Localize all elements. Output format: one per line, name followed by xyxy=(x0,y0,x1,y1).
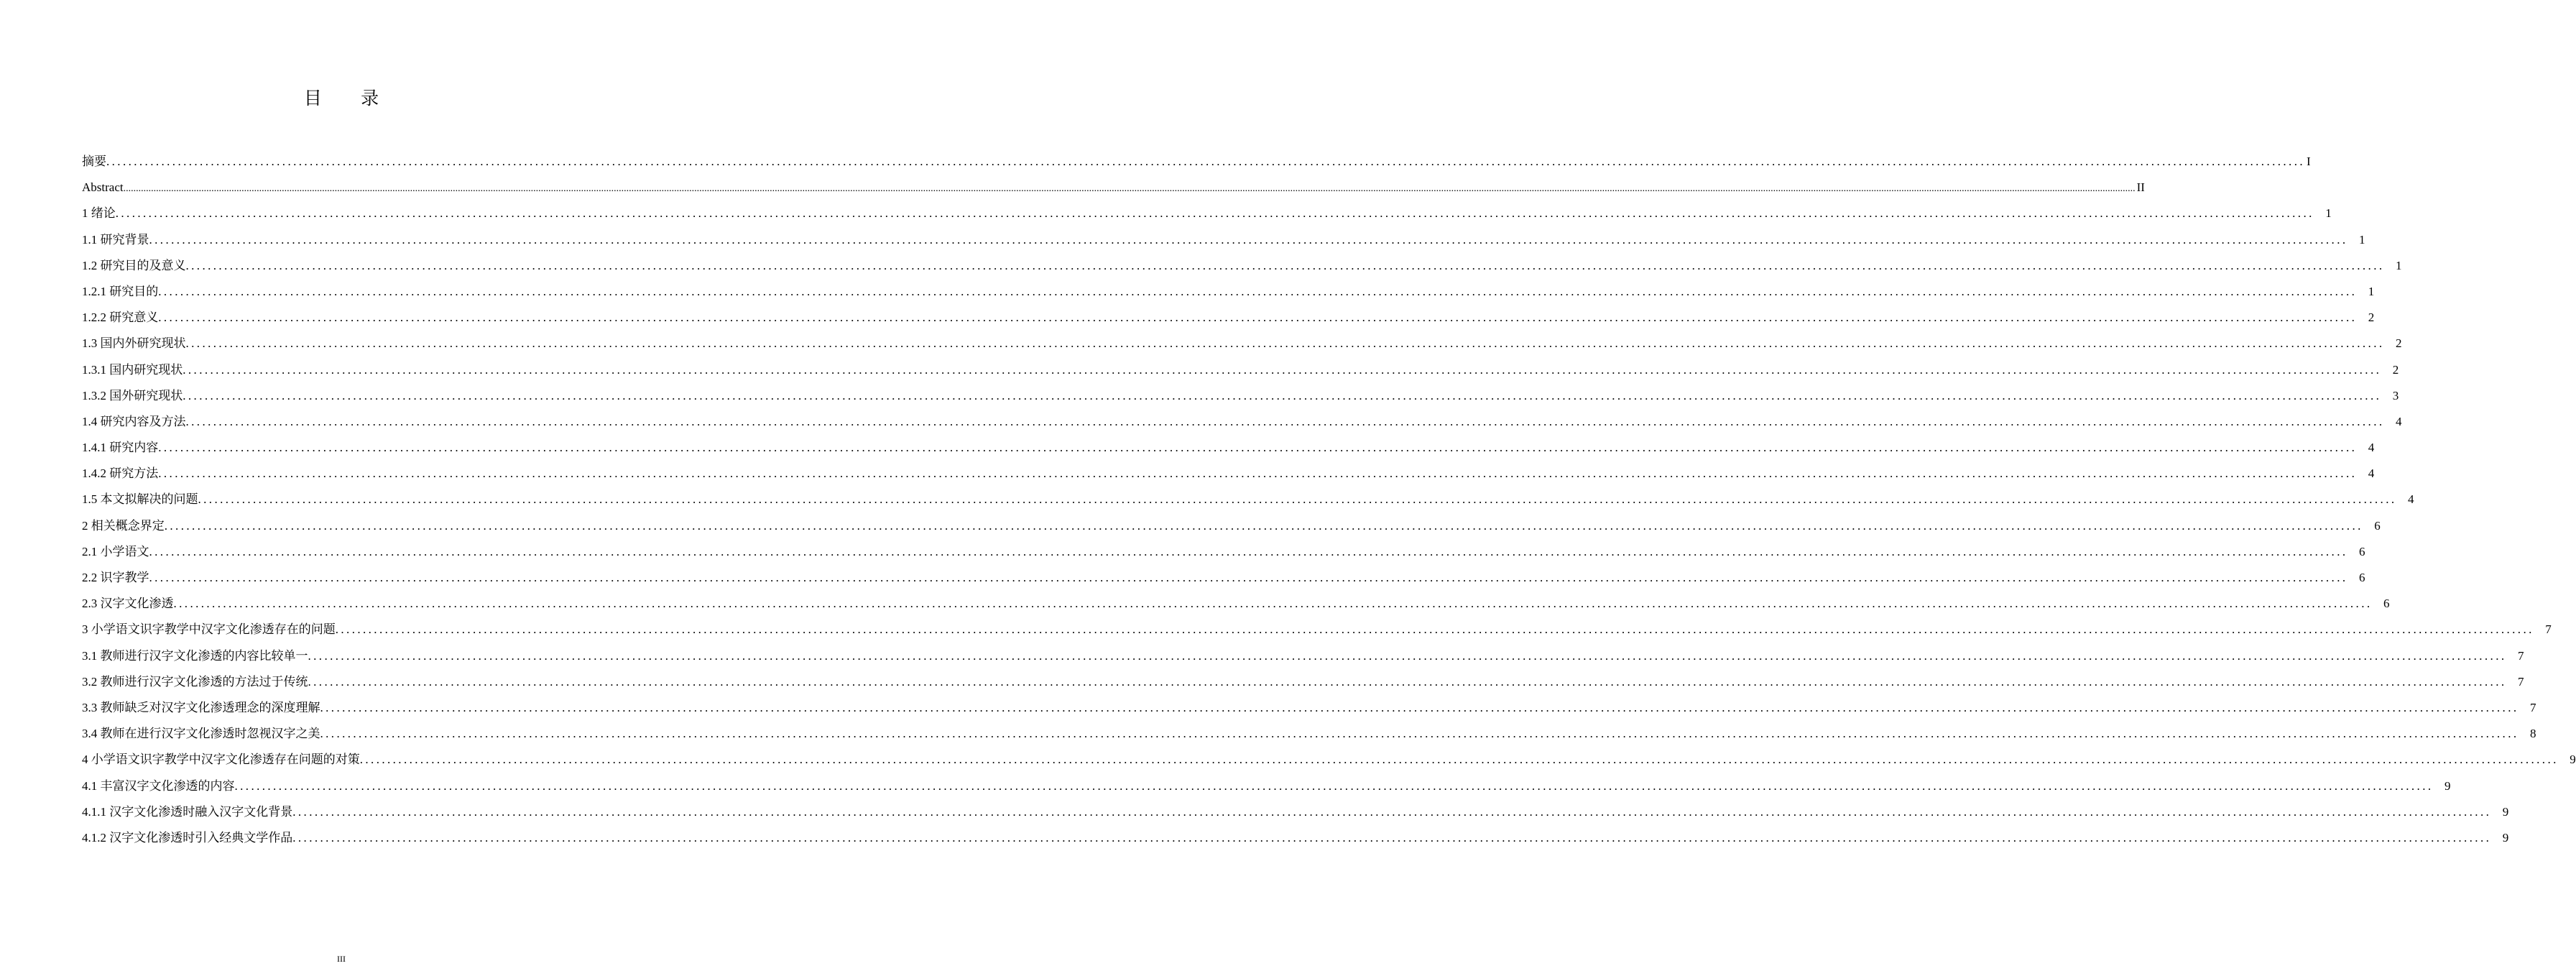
toc-entry-title: 1.5 本文拟解决的问题 xyxy=(82,492,198,507)
toc-entry[interactable] xyxy=(82,149,2311,175)
toc-dot-leader: ................................................................................................................................................................................................................................................................................................................................................................................................................ xyxy=(185,258,2385,272)
toc-entry-page-number: 2 xyxy=(2392,362,2399,377)
toc-entry-title: 1 绪论 xyxy=(82,206,116,221)
toc-entry[interactable] xyxy=(82,279,2375,305)
toc-entry[interactable] xyxy=(82,825,2509,851)
toc-entry-page-number: 4 xyxy=(2368,441,2375,455)
toc-entry-title: 1.4.1 研究内容 xyxy=(82,441,159,455)
toc-dot-leader: ................................................................................................................................................................................................................................................................................................................................................................................................................................................................................................................................................................................................................................................................................................................................................................................................................................ xyxy=(123,183,2136,195)
toc-entry-title: 2.1 小学语文 xyxy=(82,544,149,558)
toc-entry-page-number: 6 xyxy=(2359,571,2365,584)
toc-entry[interactable] xyxy=(82,409,2402,435)
toc-entry-page-number: 1 xyxy=(2359,232,2365,247)
toc-entry-title: 2.3 汉字文化渗透 xyxy=(82,597,174,611)
toc-entry[interactable] xyxy=(82,175,2145,201)
toc-entry-page-number: 9 xyxy=(2502,830,2509,845)
toc-entry-title: 4.1 丰富汉字文化渗透的内容 xyxy=(82,778,235,793)
toc-entry[interactable] xyxy=(82,435,2375,461)
toc-dot-leader: ................................................................................................................................................................................................................................................................................................................................................................................................................ xyxy=(198,492,2397,507)
toc-dot-leader: ................................................................................................................................................................................................................................................................................................................................................................................................................ xyxy=(335,622,2534,637)
toc-dot-leader: ................................................................................................................................................................................................................................................................................................................................................................................................................ xyxy=(292,804,2492,819)
toc-entry-page-number: 1 xyxy=(2368,284,2375,298)
toc-dot-leader: ................................................................................................................................................................................................................................................................................................................................................................................................................ xyxy=(359,753,2559,767)
toc-entry-title: 1.1 研究背景 xyxy=(82,232,149,247)
toc-entry-page-number: II xyxy=(2136,180,2145,195)
toc-entry-page-number: 2 xyxy=(2368,310,2375,325)
toc-entry-page-number: 6 xyxy=(2359,544,2365,558)
toc-dot-leader: ................................................................................................................................................................................................................................................................................................................................................................................................................ xyxy=(158,441,2358,455)
toc-entry-title: 3 小学语文识字教学中汉字文化渗透存在的问题 xyxy=(82,622,336,637)
toc-entry[interactable] xyxy=(82,227,2365,253)
toc-dot-leader: ................................................................................................................................................................................................................................................................................................................................................................................................................ xyxy=(158,310,2358,325)
toc-dot-leader: ................................................................................................................................................................................................................................................................................................................................................................................................................ xyxy=(164,518,2363,533)
toc-entry[interactable] xyxy=(82,695,2536,721)
toc-entry[interactable] xyxy=(82,773,2451,799)
toc-entry[interactable] xyxy=(82,617,2552,643)
toc-entry-page-number: 3 xyxy=(2392,388,2399,402)
toc-entry[interactable] xyxy=(82,565,2365,591)
toc-entry-title: 1.3.2 国外研究现状 xyxy=(82,388,183,402)
toc-dot-leader: ................................................................................................................................................................................................................................................................................................................................................................................................................ xyxy=(173,597,2373,611)
toc-entry-page-number: I xyxy=(2307,155,2311,168)
toc-dot-leader: ................................................................................................................................................................................................................................................................................................................................................................................................................ xyxy=(183,388,2382,402)
toc-entry-page-number: 8 xyxy=(2530,727,2536,741)
toc-entry[interactable] xyxy=(82,539,2365,565)
toc-entry-page-number: 7 xyxy=(2518,674,2524,689)
toc-dot-leader: ................................................................................................................................................................................................................................................................................................................................................................................................................ xyxy=(320,727,2519,741)
toc-entry-page-number: 9 xyxy=(2502,804,2509,819)
toc-entry-page-number: 7 xyxy=(2530,700,2536,714)
toc-entry-title: 1.4.2 研究方法 xyxy=(82,466,159,481)
toc-entry-title: 1.4 研究内容及方法 xyxy=(82,414,186,428)
toc-dot-leader: ................................................................................................................................................................................................................................................................................................................................................................................................................ xyxy=(149,232,2348,247)
toc-entry[interactable] xyxy=(82,357,2399,383)
toc-entry-page-number: 7 xyxy=(2518,648,2524,663)
toc-entry-page-number: 4 xyxy=(2368,466,2375,481)
toc-entry-page-number: 7 xyxy=(2545,622,2552,637)
toc-entry-title: 2 相关概念界定 xyxy=(82,518,165,533)
toc-dot-leader: ................................................................................................................................................................................................................................................................................................................................................................................................................ xyxy=(158,284,2358,298)
toc-entry-title: 2.2 识字教学 xyxy=(82,571,149,584)
toc-entry[interactable] xyxy=(82,461,2375,487)
toc-entry-title: 1.2 研究目的及意义 xyxy=(82,258,186,272)
toc-dot-leader: ................................................................................................................................................................................................................................................................................................................................................................................................................ xyxy=(292,830,2492,845)
toc-entry-title: 1.2.2 研究意义 xyxy=(82,310,159,325)
toc-entry-title: 4 小学语文识字教学中汉字文化渗透存在问题的对策 xyxy=(82,753,360,767)
toc-entry[interactable] xyxy=(82,669,2524,695)
toc-entry-title: 1.2.1 研究目的 xyxy=(82,284,159,298)
toc-entry[interactable] xyxy=(82,591,2390,617)
toc-entry[interactable] xyxy=(82,799,2509,825)
toc-entry-title: 摘要 xyxy=(82,155,106,168)
toc-dot-leader: ................................................................................................................................................................................................................................................................................................................................................................................................................ xyxy=(185,414,2385,428)
toc-dot-leader: ................................................................................................................................................................................................................................................................................................................................................................................................................ xyxy=(115,206,2314,221)
toc-dot-leader: ................................................................................................................................................................................................................................................................................................................................................................................................................ xyxy=(149,571,2348,584)
toc-entry-title: 1.3 国内外研究现状 xyxy=(82,336,186,351)
toc-entry[interactable] xyxy=(82,747,2576,773)
toc-dot-leader: ................................................................................................................................................................................................................................................................................................................................................................................................................ xyxy=(183,362,2382,377)
toc-entry-page-number: 4 xyxy=(2408,492,2414,507)
toc-entry-page-number: 2 xyxy=(2396,336,2402,351)
toc-entry-page-number: 9 xyxy=(2570,753,2576,767)
toc-entry[interactable] xyxy=(82,305,2375,331)
toc-entry-title: 3.3 教师缺乏对汉字文化渗透理念的深度理解 xyxy=(82,700,320,714)
toc-entry-page-number: 4 xyxy=(2396,414,2402,428)
toc-dot-leader: ................................................................................................................................................................................................................................................................................................................................................................................................................ xyxy=(106,155,2305,168)
toc-entry[interactable] xyxy=(82,643,2524,669)
toc-dot-leader: ................................................................................................................................................................................................................................................................................................................................................................................................................ xyxy=(320,700,2519,714)
toc-entry-page-number: 1 xyxy=(2396,258,2402,272)
toc-entry-page-number: 9 xyxy=(2445,778,2451,793)
table-of-contents xyxy=(82,149,2576,851)
toc-entry[interactable] xyxy=(82,253,2402,279)
toc-entry[interactable] xyxy=(82,331,2402,356)
page-title: 目 录 xyxy=(303,89,397,109)
toc-dot-leader: ................................................................................................................................................................................................................................................................................................................................................................................................................ xyxy=(149,544,2348,558)
toc-entry-title: 1.3.1 国内研究现状 xyxy=(82,362,183,377)
toc-entry[interactable] xyxy=(82,513,2381,539)
toc-entry[interactable] xyxy=(82,383,2399,409)
toc-entry-title: 3.2 教师进行汉字文化渗透的方法过于传统 xyxy=(82,674,308,689)
toc-entry-title: 3.4 教师在进行汉字文化渗透时忽视汉字之美 xyxy=(82,727,320,741)
toc-dot-leader: ................................................................................................................................................................................................................................................................................................................................................................................................................ xyxy=(158,466,2358,481)
toc-dot-leader: ................................................................................................................................................................................................................................................................................................................................................................................................................ xyxy=(308,674,2507,689)
toc-entry-page-number: 1 xyxy=(2325,206,2332,221)
toc-entry-title: Abstract xyxy=(82,180,124,195)
toc-dot-leader: ................................................................................................................................................................................................................................................................................................................................................................................................................ xyxy=(185,336,2385,351)
toc-entry[interactable] xyxy=(82,487,2414,512)
toc-entry-page-number: 6 xyxy=(2383,597,2390,611)
toc-dot-leader: ................................................................................................................................................................................................................................................................................................................................................................................................................ xyxy=(308,648,2507,663)
toc-entry-page-number: 6 xyxy=(2374,518,2381,533)
toc-entry[interactable] xyxy=(82,201,2332,226)
toc-entry-title: 4.1.2 汉字文化渗透时引入经典文学作品 xyxy=(82,830,293,845)
footer-page-number: III xyxy=(337,954,346,964)
toc-entry[interactable] xyxy=(82,721,2536,747)
toc-entry-title: 3.1 教师进行汉字文化渗透的内容比较单一 xyxy=(82,648,308,663)
toc-dot-leader: ................................................................................................................................................................................................................................................................................................................................................................................................................ xyxy=(234,778,2434,793)
toc-entry-title: 4.1.1 汉字文化渗透时融入汉字文化背景 xyxy=(82,804,293,819)
